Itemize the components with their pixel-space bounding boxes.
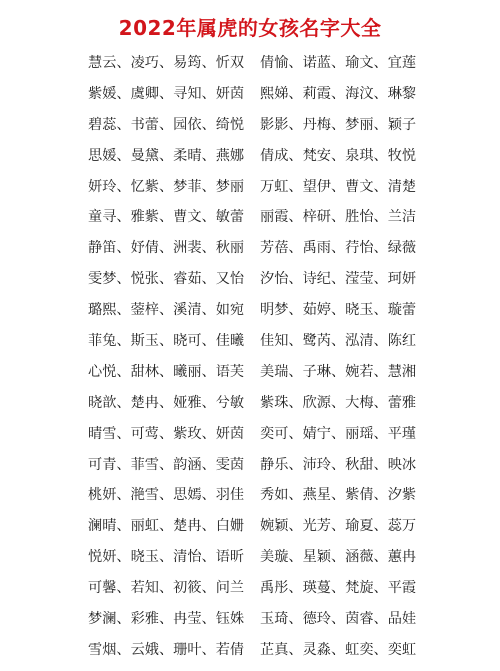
name-group-left: 妍玲、忆紫、梦菲、梦丽: [88, 178, 245, 195]
name-row: [0, 609, 500, 640]
name-row: [0, 640, 500, 671]
name-row: [0, 177, 500, 208]
name-group-left: 晓歆、楚冉、娅雅、兮敏: [88, 394, 245, 411]
name-row: [0, 547, 500, 578]
name-group-right: 芷真、灵淼、虹奕、奕虹: [260, 641, 417, 658]
name-row: [0, 269, 500, 300]
name-row: [0, 578, 500, 609]
name-group-left: 晴雪、可莺、紫玫、妍茵: [88, 425, 245, 442]
name-row: [0, 84, 500, 115]
name-group-left: 可馨、若知、初筱、问兰: [88, 580, 245, 597]
name-group-left: 紫媛、虞卿、寻知、妍茵: [88, 85, 245, 102]
name-group-right: 美璇、星颖、涵薇、蕙冉: [260, 549, 417, 566]
name-row: [0, 455, 500, 486]
name-group-right: 影影、丹梅、梦丽、颖子: [260, 116, 417, 133]
name-group-left: 静笛、妤倩、洲裴、秋丽: [88, 240, 245, 257]
name-group-left: 雯梦、悦张、睿茹、又怡: [88, 271, 245, 288]
name-group-left: 慧云、凌巧、易筠、忻双: [88, 55, 245, 71]
name-row: [0, 485, 500, 516]
name-row: [0, 331, 500, 362]
name-group-right: 秀如、燕星、紫倩、汐紫: [260, 487, 417, 504]
name-group-right: 芳蓓、禹雨、荇怡、绿薇: [260, 240, 417, 257]
name-group-left: 梦澜、彩雅、冉莹、钰姝: [88, 611, 245, 628]
name-group-right: 万虹、望伊、曹文、清楚: [260, 178, 417, 195]
name-group-right: 静乐、沛玲、秋甜、映冰: [260, 456, 417, 473]
name-group-left: 雪烟、云娥、珊叶、若倩: [88, 641, 245, 658]
name-list: [0, 53, 500, 671]
page-title: 2022年属虎的女孩名字大全: [118, 16, 382, 40]
name-group-left: 可青、菲雪、韵涵、雯茵: [88, 456, 245, 473]
name-row: [0, 393, 500, 424]
name-row: [0, 238, 500, 269]
name-group-right: 倩愉、诺蓝、瑜文、宜莲: [260, 55, 417, 71]
name-group-left: 悦妍、晓玉、清怡、语昕: [88, 549, 245, 566]
name-row: [0, 207, 500, 238]
name-group-left: 菲兔、斯玉、晓可、佳曦: [88, 333, 245, 350]
name-group-right: 明梦、茹婷、晓玉、璇蕾: [260, 302, 417, 319]
name-group-right: 熙娣、莉霞、海汶、琳黎: [260, 85, 417, 102]
name-group-right: 紫珠、欣源、大梅、蕾雅: [260, 394, 417, 411]
name-group-right: 倩成、梵安、泉琪、牧悦: [260, 147, 417, 164]
name-group-left: 童寻、雅紫、曹文、敏蕾: [88, 209, 245, 226]
name-row: [0, 362, 500, 393]
name-row: [0, 516, 500, 547]
name-group-right: 禹彤、瑛蔓、梵旋、平霞: [260, 580, 417, 597]
name-group-right: 婉颖、光芳、瑜夏、蕊万: [260, 518, 417, 535]
name-group-right: 美瑞、子琳、婉若、慧湘: [260, 363, 417, 380]
name-group-right: 玉琦、德玲、茵睿、品娃: [260, 611, 417, 628]
name-group-left: 璐熙、蓥梓、溪清、如宛: [88, 302, 245, 319]
name-group-left: 心悦、甜林、曦丽、语芙: [88, 363, 245, 380]
name-row: [0, 115, 500, 146]
name-row: [0, 300, 500, 331]
name-group-left: 思媛、曼黛、柔晴、燕娜: [88, 147, 245, 164]
name-group-right: 丽霞、梓研、胜怡、兰洁: [260, 209, 417, 226]
name-group-right: 佳知、鹭芮、泓清、陈红: [260, 333, 417, 350]
name-group-left: 碧蕊、书蕾、园依、绮悦: [88, 116, 245, 133]
name-row: [0, 424, 500, 455]
name-row: [0, 146, 500, 177]
name-group-left: 桃妍、滟雪、思嫣、羽佳: [88, 487, 245, 504]
name-group-right: 奕可、婧宁、丽瑶、平瑾: [260, 425, 417, 442]
name-group-right: 汐怡、诗纪、滢莹、珂妍: [260, 271, 417, 288]
name-row: [0, 53, 500, 84]
name-group-left: 澜晴、丽虹、楚冉、白姗: [88, 518, 245, 535]
